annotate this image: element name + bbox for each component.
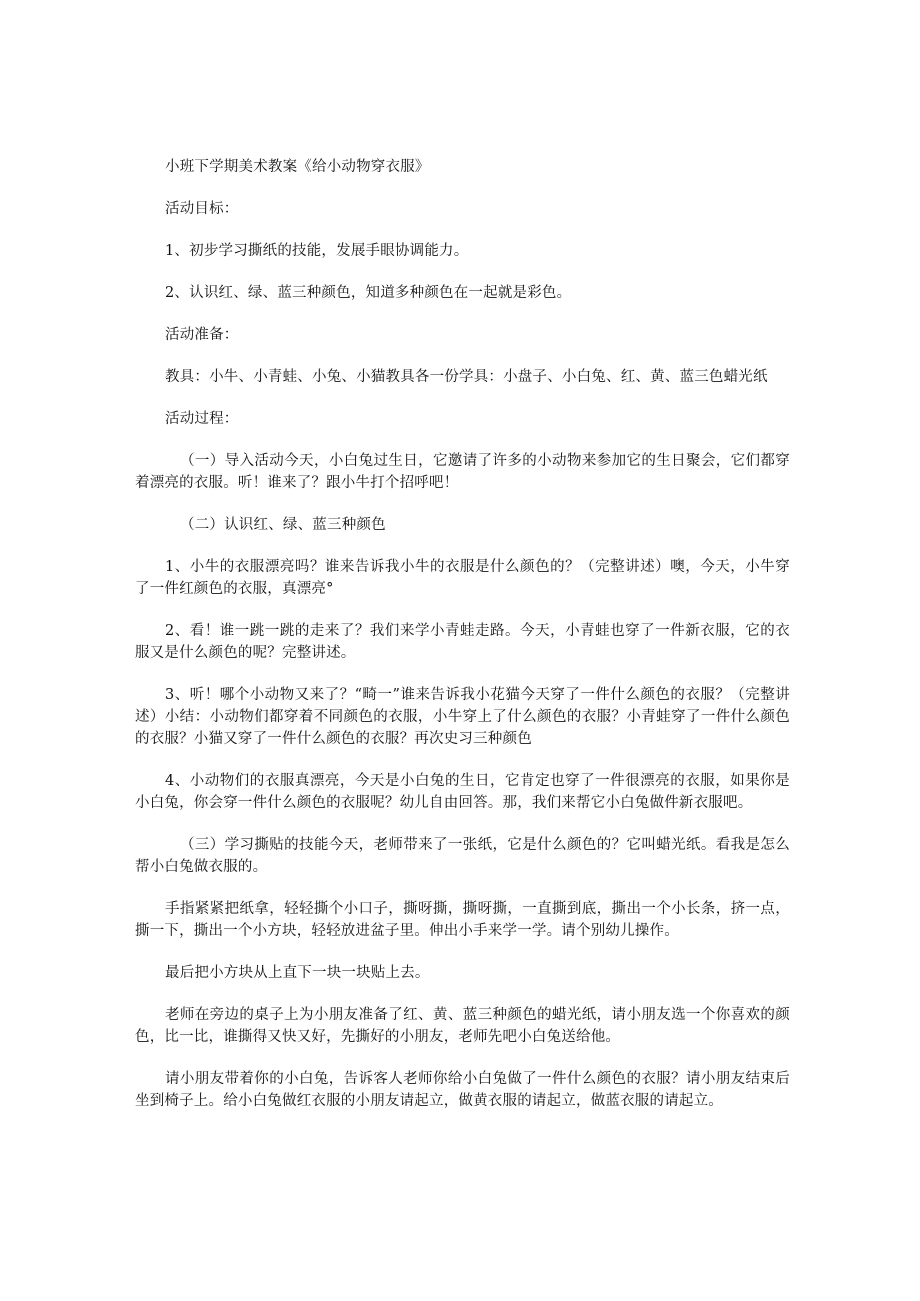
document-body xyxy=(135,156,790,1132)
section-heading-goals: 活动目标： xyxy=(165,201,239,217)
process-step-2-item-2: 2、看！谁一跳一跳的走来了？我们来学小青蛙走路。今天，小青蛙也穿了一件新衣服，它的衣服又是什么颜色的呢？完整讲述。 xyxy=(135,623,790,661)
goal-item-2: 2、认识红、绿、蓝三种颜色，知道多种颜色在一起就是彩色。 xyxy=(165,285,572,301)
process-step-1: （一）导入活动今天，小白兔过生日，它邀请了许多的小动物来参加它的生日聚会，它们都穿着漂亮的衣服。听！谁来了？跟小牛打个招呼吧！ xyxy=(135,453,790,491)
section-heading-preparation: 活动准备： xyxy=(165,327,239,343)
preparation-materials: 教具：小牛、小青蛙、小兔、小猫教具各一份学具：小盘子、小白兔、红、黄、蓝三色蜡光纸 xyxy=(165,369,768,385)
process-step-2-heading: （二）认识红、绿、蓝三种颜色 xyxy=(180,517,386,533)
material-choice: 老师在旁边的桌子上为小朋友准备了红、黄、蓝三种颜色的蜡光纸，请小朋友选一个你喜欢的颜色，比一比，谁撕得又快又好，先撕好的小朋友，老师先吧小白兔送给他。 xyxy=(135,1007,790,1045)
goal-item-1: 1、初步学习撕纸的技能，发展手眼协调能力。 xyxy=(165,243,469,259)
pasting-instruction: 最后把小方块从上直下一块一块贴上去。 xyxy=(165,965,430,981)
tearing-rhyme: 手指紧紧把纸拿，轻轻撕个小口子，撕呀撕，撕呀撕，一直撕到底，撕出一个小长条，挤一点，撕一下，撕出一个小方块，轻轻放进盆子里。伸出小手来学一学。请个别幼儿操作。 xyxy=(135,901,790,939)
process-step-2-item-3: 3、听！哪个小动物又来了？“畸一”谁来告诉我小花猫今天穿了一件什么颜色的衣服？（完整讲述）小结：小动物们都穿着不同颜色的衣服，小牛穿上了什么颜色的衣服？小青蛙穿了一件什么颜色的衣服？小猫又穿了一件什么颜色的衣服？再次史习三种颜色 xyxy=(135,687,790,747)
document-title: 小班下学期美术教案《给小动物穿衣服》 xyxy=(165,159,430,175)
section-heading-process: 活动过程： xyxy=(165,411,239,427)
process-step-2-item-1: 1、小牛的衣服漂亮吗？谁来告诉我小牛的衣服是什么颜色的？（完整讲述）噢，今天，小牛穿了一件红颜色的衣服，真漂亮° xyxy=(135,559,790,597)
closing-activity: 请小朋友带着你的小白兔，告诉客人老师你给小白兔做了一件什么颜色的衣服？请小朋友结束后坐到椅子上。给小白兔做红衣服的小朋友请起立，做黄衣服的请起立，做蓝衣服的请起立。 xyxy=(135,1071,790,1109)
process-step-3: （三）学习撕贴的技能今天，老师带来了一张纸，它是什么颜色的？它叫蜡光纸。看我是怎么帮小白兔做衣服的。 xyxy=(135,837,790,875)
process-step-2-item-4: 4、小动物们的衣服真漂亮，今天是小白兔的生日，它肯定也穿了一件很漂亮的衣服，如果你是小白兔，你会穿一件什么颜色的衣服呢？幼儿自由回答。那，我们来帮它小白兔做件新衣服吧。 xyxy=(135,773,790,811)
